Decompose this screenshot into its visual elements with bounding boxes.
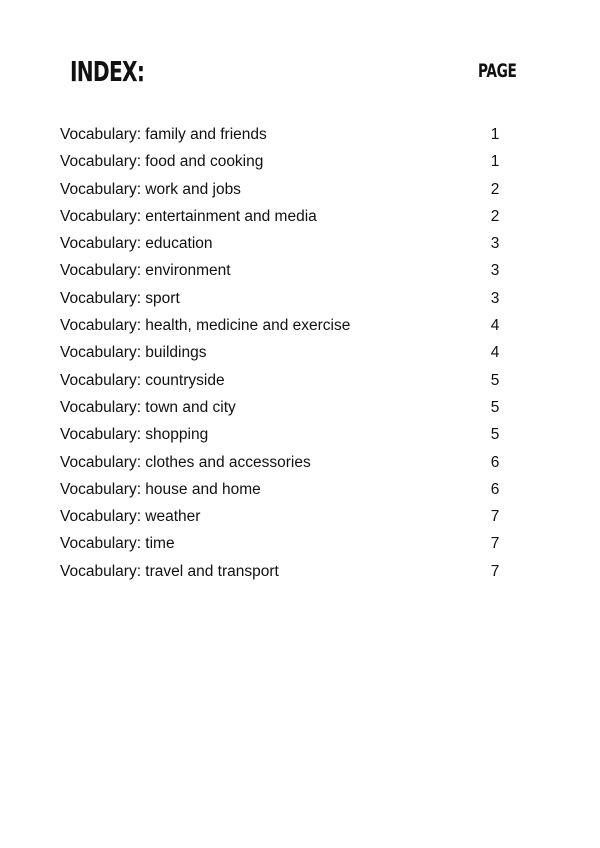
toc-row — [60, 370, 502, 397]
toc-entry-label: Vocabulary: food and cooking — [60, 153, 264, 171]
index-heading: INDEX: — [70, 55, 145, 88]
toc-row — [60, 179, 502, 206]
toc-entry-label: Vocabulary: environment — [60, 262, 231, 280]
toc-row — [60, 206, 502, 233]
toc-entry-label: Vocabulary: town and city — [60, 398, 236, 416]
toc-row — [60, 397, 502, 424]
toc-entry-page: 1 — [490, 126, 500, 143]
toc-entry-label: Vocabulary: family and friends — [60, 126, 267, 143]
toc-entry-page: 5 — [490, 426, 500, 444]
toc-entry-label: Vocabulary: shopping — [60, 426, 209, 444]
toc-entry-label: Vocabulary: clothes and accessories — [60, 453, 311, 471]
toc-entry-page: 6 — [490, 480, 500, 498]
toc-entry-page: 6 — [490, 453, 500, 471]
toc-entry-page: 7 — [490, 562, 500, 580]
toc-entry-page: 7 — [490, 535, 500, 553]
toc-row — [60, 424, 502, 451]
toc-entry-label: Vocabulary: education — [60, 235, 213, 253]
toc-entry-label: Vocabulary: countryside — [60, 371, 225, 389]
toc-entry-label: Vocabulary: time — [60, 535, 175, 553]
toc-entry-page: 4 — [490, 317, 500, 335]
toc-entry-page: 2 — [490, 207, 500, 225]
toc-entry-page: 1 — [490, 153, 500, 171]
toc-entry-label: Vocabulary: weather — [60, 508, 201, 526]
toc-entry-label: Vocabulary: sport — [60, 289, 180, 307]
table-of-contents — [60, 124, 502, 588]
toc-entry-label: Vocabulary: house and home — [60, 480, 261, 498]
toc-entry-page: 4 — [490, 344, 500, 362]
toc-row — [60, 260, 502, 287]
toc-entry-label: Vocabulary: entertainment and media — [60, 207, 317, 225]
toc-entry-page: 5 — [490, 398, 500, 416]
toc-entry-label: Vocabulary: travel and transport — [60, 562, 279, 580]
toc-entry-label: Vocabulary: work and jobs — [60, 180, 241, 198]
toc-row — [60, 233, 502, 260]
toc-row — [60, 452, 502, 479]
toc-row — [60, 533, 502, 560]
toc-row — [60, 315, 502, 342]
toc-entry-label: Vocabulary: health, medicine and exercise — [60, 317, 351, 335]
toc-entry-page: 3 — [490, 262, 500, 280]
toc-entry-page: 3 — [490, 289, 500, 307]
toc-entry-page: 2 — [490, 180, 500, 198]
toc-row — [60, 151, 502, 178]
page-column-heading: PAGE — [478, 60, 517, 82]
toc-row — [60, 342, 502, 369]
toc-entry-page: 5 — [490, 371, 500, 389]
toc-row — [60, 288, 502, 315]
toc-entry-label: Vocabulary: buildings — [60, 344, 207, 362]
toc-entry-page: 3 — [490, 235, 500, 253]
toc-row — [60, 506, 502, 533]
toc-row — [60, 124, 502, 151]
toc-entry-page: 7 — [490, 508, 500, 526]
toc-row — [60, 479, 502, 506]
toc-row — [60, 561, 502, 588]
